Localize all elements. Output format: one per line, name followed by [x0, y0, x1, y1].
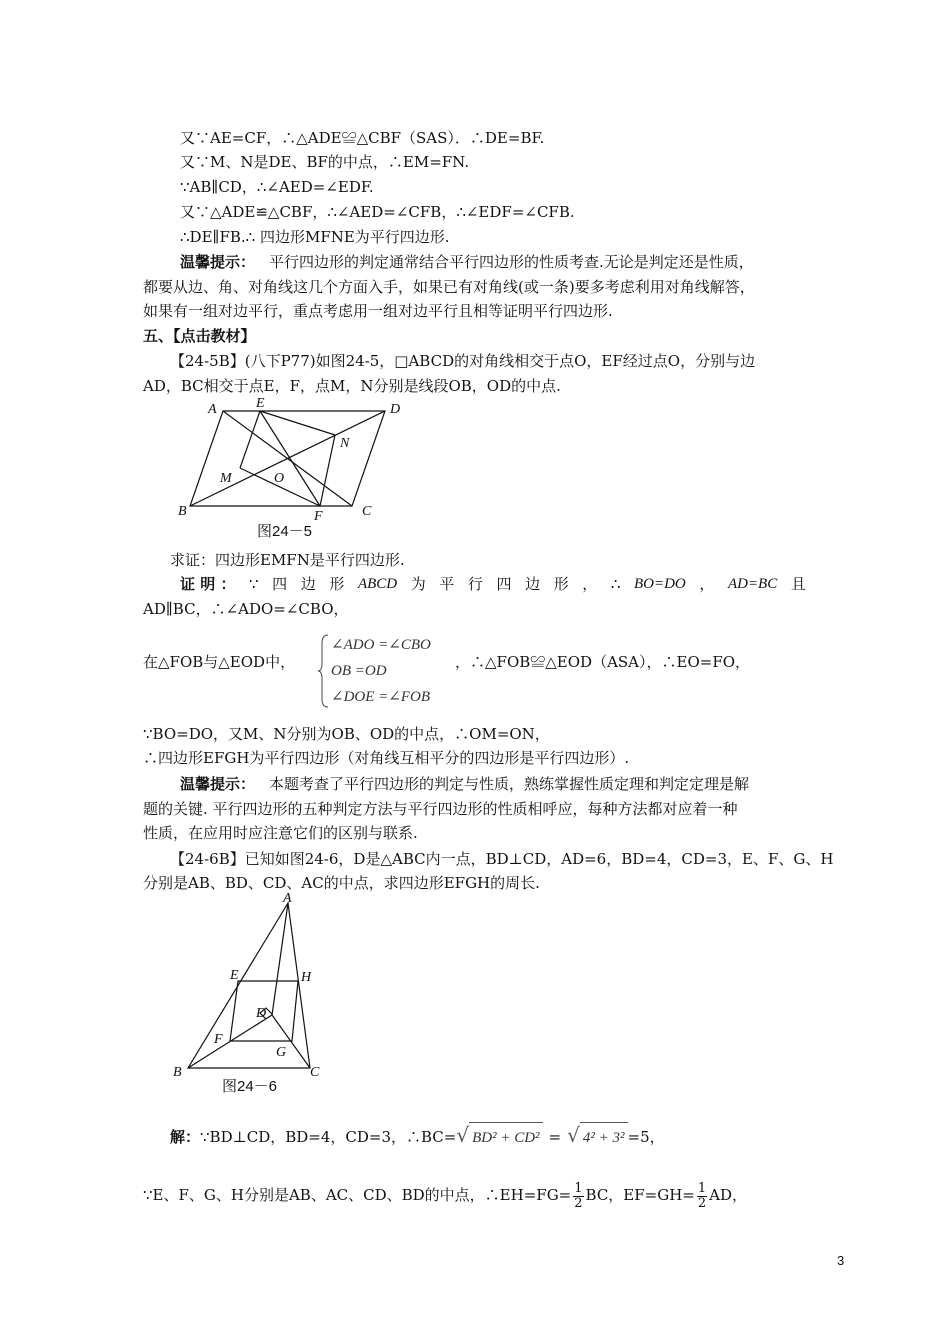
proof-line-spread: [180, 573, 806, 595]
label-G: G: [276, 1045, 287, 1060]
problem-24-5-line-2: AD，BC相交于点E，F，点M，N分别是线段OB，OD的中点.: [143, 377, 561, 395]
label-O: O: [274, 471, 285, 486]
fraction-half: [573, 1182, 583, 1211]
tip-2-line-2: 题的关键. 平行四边形的五种判定方法与平行四边形的性质相呼应，每种方法都对应着一种: [143, 800, 738, 818]
label-F: F: [214, 1032, 223, 1047]
w11: ，: [582, 575, 598, 593]
label-F: F: [314, 509, 323, 524]
frac-den: 2: [697, 1195, 707, 1211]
conclusion-line-1: ∵BO=DO，又M、N分别为OB、OD的中点，∴OM=ON，: [143, 725, 550, 743]
label-D: D: [256, 1006, 267, 1021]
label-D: D: [390, 402, 401, 417]
w10: 形: [553, 575, 569, 593]
proof-line-2: 又∵M、N是DE、BF的中点，∴EM=FN.: [180, 153, 470, 171]
w7: 行: [467, 575, 483, 593]
w8: 四: [496, 575, 512, 593]
w2: 边: [300, 575, 316, 593]
figure-24-5-caption: 图24－5: [257, 523, 313, 540]
problem-24-6-line-1: 【24-6B】已知如图24-6，D是△ABC内一点，BD⊥CD，AD=6，BD=4，CD=3，E、F、G、H: [170, 850, 834, 868]
w3: 形: [329, 575, 345, 593]
tip-label: 温馨提示：: [180, 253, 256, 271]
solution-label: 解：: [170, 1128, 201, 1146]
problem-24-5-line-1: 【24-5B】(八下P77)如图24-5，□ABCD的对角线相交于点O，EF经过点O，分别与边: [170, 352, 756, 370]
figure-24-6: [170, 893, 330, 1083]
problem-24-6-line-2: 分别是AB、BD、CD、AC的中点，求四边形EFGH的周长.: [143, 874, 540, 892]
sqrt-term-2: 4² + 3²: [580, 1122, 628, 1153]
w4: ABCD: [357, 576, 398, 592]
sqrt-sign: √: [456, 1123, 470, 1147]
label-E: E: [256, 396, 265, 411]
tip-2-line-1: [180, 773, 749, 795]
system-eq-2: OB =OD: [331, 663, 387, 679]
proof-line-4: 又∵△ADE≌△CBF，∴∠AED=∠CFB，∴∠EDF=∠CFB.: [180, 203, 575, 221]
tip-label: 温馨提示：: [180, 775, 256, 793]
w1: 四: [272, 575, 288, 593]
conclusion-line-2: ∴四边形EFGH为平行四边形（对角线互相平分的四边形是平行四边形）.: [143, 749, 630, 767]
last-text-2: BC，EF=GH=: [585, 1186, 695, 1204]
tip-text: 本题考查了平行四边形的判定与性质，熟练掌握性质定理和判定定理是解: [269, 775, 750, 793]
last-text-3: AD，: [709, 1186, 748, 1204]
last-line: [143, 1178, 747, 1212]
label-C: C: [362, 504, 372, 519]
fraction-half: [697, 1182, 707, 1211]
label-A: A: [208, 402, 217, 417]
label-H: H: [301, 970, 312, 985]
page-number: 3: [837, 1253, 845, 1268]
sqrt-term-1: BD² + CD²: [469, 1122, 542, 1153]
sqrt-sign: √: [567, 1123, 580, 1147]
tip-1-line-3: 如果有一组对边平行，重点考虑用一组对边平行且相等证明平行四边形.: [143, 302, 613, 320]
label-C: C: [310, 1065, 320, 1080]
w14: ，: [699, 575, 715, 593]
frac-num: 1: [574, 1180, 583, 1196]
w13: BO=DO: [633, 576, 686, 592]
frac-den: 2: [574, 1195, 583, 1211]
label-M: M: [220, 471, 232, 486]
left-brace: [318, 633, 330, 709]
section-heading: 五、【点击教材】: [143, 327, 256, 345]
w6: 平: [439, 575, 455, 593]
tip-1-line-1: [180, 251, 754, 273]
tip-text: 平行四边形的判定通常结合平行四边形的性质考查.无论是判定还是性质，: [269, 253, 754, 271]
label-N: N: [340, 436, 350, 451]
label-B: B: [178, 504, 187, 519]
frac-num: 1: [697, 1180, 707, 1196]
last-text-1: ∵E、F、G、H分别是AB、AC、CD、BD的中点，∴EH=FG=: [143, 1186, 572, 1204]
tip-2-line-3: 性质，在应用时应注意它们的区别与联系.: [143, 824, 418, 842]
system-conclusion: ，∴△FOB≌△EOD（ASA），∴EO=FO，: [455, 653, 751, 671]
proof-line-3: ∵AB∥CD，∴∠AED=∠EDF.: [180, 178, 374, 196]
w5: 为: [410, 575, 426, 593]
proof-line-1: 又∵AE=CF，∴△ADE≌△CBF（SAS）．∴DE=BF.: [180, 129, 545, 147]
solution-line: [170, 1120, 665, 1153]
figure-24-6-caption: 图24－6: [222, 1078, 278, 1095]
prove-statement: 求证：四边形EMFN是平行四边形.: [170, 551, 405, 569]
w0: ∵: [249, 575, 259, 593]
equals-sign: =: [548, 1128, 562, 1146]
w12: ∴: [610, 575, 621, 593]
tip-1-line-2: 都要从边、角、对角线这几个方面入手，如果已有对角线(或一条)要多考虑利用对角线解答，: [143, 278, 755, 296]
label-B: B: [173, 1065, 182, 1080]
solution-text: ∵BD⊥CD，BD=4，CD=3，∴BC=: [200, 1128, 457, 1146]
system-eq-3: ∠DOE =∠FOB: [331, 689, 430, 705]
w16: 且: [790, 575, 806, 593]
solution-result: =5，: [627, 1128, 665, 1146]
w15: AD=BC: [727, 576, 778, 592]
proof-label: 证 明 ：: [180, 575, 236, 593]
label-E: E: [230, 968, 239, 983]
in-triangles: 在△FOB与△EOD中，: [143, 653, 296, 671]
label-A: A: [283, 893, 292, 906]
proof-line-parallel: AD∥BC，∴∠ADO=∠CBO，: [143, 600, 349, 618]
system-eq-1: ∠ADO =∠CBO: [331, 637, 431, 653]
proof-line-5: ∴DE∥FB.∴ 四边形MFNE为平行四边形.: [180, 228, 450, 246]
w9: 边: [525, 575, 541, 593]
